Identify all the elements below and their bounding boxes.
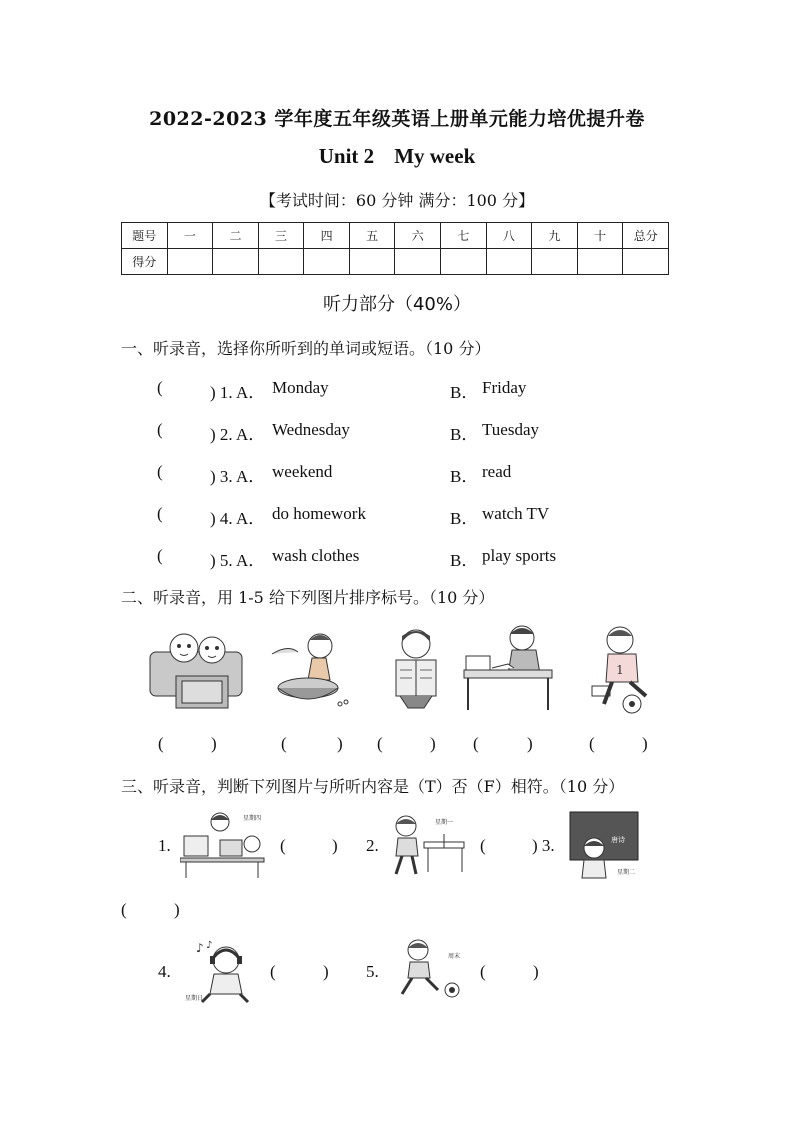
score-input-cell[interactable]	[486, 249, 532, 275]
watching-tv-picture	[148, 624, 244, 710]
exam-title: 2022-2023 学年度五年级英语上册单元能力培优提升卷	[149, 108, 645, 130]
score-input-cell[interactable]	[167, 249, 213, 275]
answer-paren-open[interactable]: (	[157, 378, 163, 397]
answer-paren-close: )	[642, 734, 648, 753]
score-cell: 六	[395, 223, 441, 249]
score-table-header-row	[122, 223, 669, 249]
s3-q5-caption: 周末	[447, 953, 461, 960]
answer-paren-open[interactable]: (	[157, 504, 163, 523]
computer-picture	[180, 810, 268, 880]
q4-option-a: do homework	[272, 504, 366, 523]
doing-homework-picture	[462, 620, 554, 712]
answer-paren-open[interactable]: (	[281, 734, 287, 753]
answer-paren-open[interactable]: (	[270, 962, 276, 981]
s3-q5-number: 5.	[366, 962, 379, 981]
answer-paren-close: )	[533, 962, 539, 981]
answer-paren-open[interactable]: (	[480, 836, 486, 855]
washing-clothes-picture	[268, 624, 358, 710]
reading-picture	[386, 624, 446, 710]
s3-q1-number: 1.	[158, 836, 171, 855]
s3-q2-number: 2.	[366, 836, 379, 855]
section3-title: 三、听录音，判断下列图片与所听内容是（T）否（F）相符。（10 分）	[121, 777, 625, 796]
music-note-icon: ♪	[196, 941, 204, 955]
q3-option-b: read	[482, 462, 512, 481]
ping-pong-picture	[384, 812, 468, 876]
q5-option-a: wash clothes	[272, 546, 360, 565]
football-picture	[394, 936, 466, 1000]
playing-sports-picture	[584, 622, 664, 714]
q5-option-b: play sports	[482, 546, 557, 565]
q1-option-a: Monday	[272, 378, 329, 397]
answer-paren-close: )	[323, 962, 329, 981]
score-cell: 总分	[623, 223, 669, 249]
unit-heading	[0, 144, 794, 169]
score-input-cell[interactable]	[441, 249, 487, 275]
unit-name: My week	[394, 144, 476, 168]
q4-option-b: watch TV	[482, 504, 550, 523]
answer-paren-open[interactable]: (	[473, 734, 479, 753]
music-note-icon: ♪	[206, 940, 213, 951]
score-input-cell[interactable]	[532, 249, 578, 275]
score-input-cell[interactable]	[577, 249, 623, 275]
answer-paren-close: )	[527, 734, 533, 753]
q4-option-b-label: B．	[450, 509, 479, 528]
score-cell: 三	[258, 223, 304, 249]
answer-paren-open[interactable]: (	[157, 462, 163, 481]
answer-paren-open[interactable]: (	[157, 546, 163, 565]
q3-option-a: weekend	[272, 462, 333, 481]
q5-number: ) 5. A．	[210, 551, 266, 570]
unit-number: Unit 2	[318, 144, 375, 168]
s3-q4-caption: 星期日	[184, 995, 204, 1002]
listening-music-picture	[180, 938, 254, 1006]
score-cell: 五	[349, 223, 395, 249]
s3-q1-caption: 星期四	[242, 815, 262, 822]
answer-paren-close: )	[337, 734, 343, 753]
listening-title: 听力部分（40%）	[322, 294, 471, 315]
q5-option-b-label: B．	[450, 551, 479, 570]
q3-option-b-label: B．	[450, 467, 479, 486]
s3-q3-number: ) 3.	[532, 836, 555, 855]
q4-number: ) 4. A．	[210, 509, 266, 528]
score-cell: 二	[213, 223, 259, 249]
s3-q2-caption: 星期一	[434, 819, 454, 826]
section2-title: 二、听录音，用 1-5 给下列图片排序标号。（10 分）	[121, 588, 495, 607]
score-cell: 一	[167, 223, 213, 249]
score-cell: 四	[304, 223, 350, 249]
score-cell: 题号	[122, 223, 168, 249]
s3-q4-number: 4.	[158, 962, 171, 981]
answer-paren-open[interactable]: (	[280, 836, 286, 855]
score-cell: 七	[441, 223, 487, 249]
answer-paren-open[interactable]: (	[377, 734, 383, 753]
answer-paren-open[interactable]: (	[589, 734, 595, 753]
answer-paren-open[interactable]: (	[157, 420, 163, 439]
blackboard-text: 唐诗	[611, 836, 625, 844]
s3-q3-caption: 星期二	[616, 869, 636, 876]
svg-text:1: 1	[616, 663, 624, 677]
score-input-cell[interactable]	[623, 249, 669, 275]
score-cell: 十	[577, 223, 623, 249]
score-input-cell[interactable]	[258, 249, 304, 275]
answer-paren-open[interactable]: (	[480, 962, 486, 981]
answer-paren-open[interactable]: (	[158, 734, 164, 753]
answer-paren-close: )	[430, 734, 436, 753]
section1-title: 一、听录音，选择你所听到的单词或短语。（10 分）	[121, 339, 491, 358]
score-input-cell[interactable]	[395, 249, 441, 275]
q3-number: ) 3. A．	[210, 467, 266, 486]
answer-paren-open[interactable]: (	[121, 900, 127, 919]
score-cell: 八	[486, 223, 532, 249]
score-table-score-row	[122, 249, 669, 275]
score-input-cell[interactable]	[349, 249, 395, 275]
score-cell: 九	[532, 223, 578, 249]
exam-info: 【考试时间：60 分钟 满分：100 分】	[259, 191, 535, 210]
score-table	[121, 222, 669, 275]
q2-option-b: Tuesday	[482, 420, 539, 439]
q1-number: ) 1. A．	[210, 383, 266, 402]
blackboard-picture	[566, 808, 642, 884]
answer-paren-close: )	[211, 734, 217, 753]
score-cell: 得分	[122, 249, 168, 275]
answer-paren-close: )	[332, 836, 338, 855]
score-input-cell[interactable]	[213, 249, 259, 275]
answer-paren-close: )	[174, 900, 180, 919]
q2-number: ) 2. A．	[210, 425, 266, 444]
score-input-cell[interactable]	[304, 249, 350, 275]
q1-option-b: Friday	[482, 378, 527, 397]
q1-option-b-label: B．	[450, 383, 479, 402]
q2-option-a: Wednesday	[272, 420, 350, 439]
q2-option-b-label: B．	[450, 425, 479, 444]
